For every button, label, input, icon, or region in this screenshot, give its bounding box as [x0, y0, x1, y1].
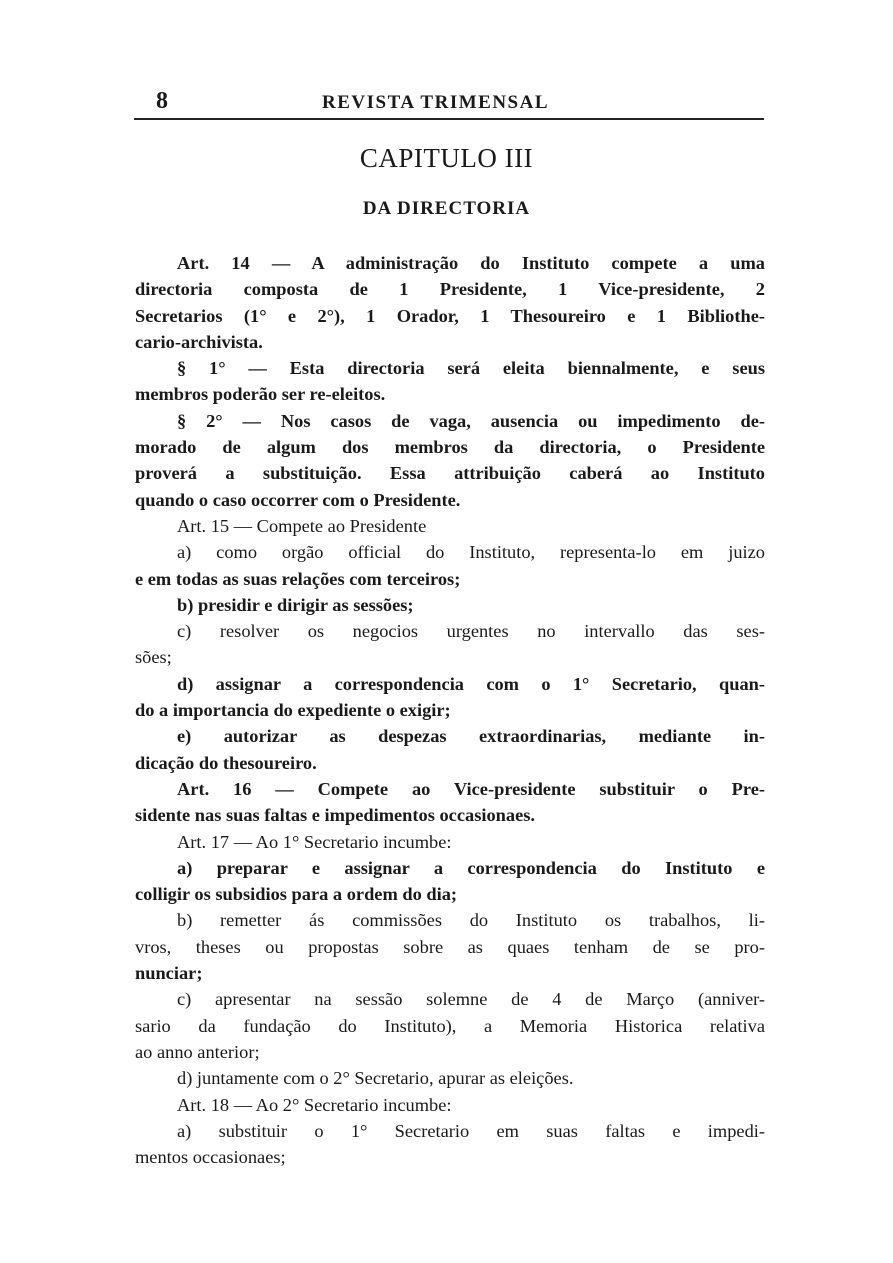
text-line: sario da fundação do Instituto), a Memoria Historica relativa [135, 1015, 765, 1036]
text-line: do a importancia do expediente o exigir; [135, 700, 451, 721]
text-line: Art. 17 — Ao 1° Secretario incumbe: [177, 831, 452, 852]
text-line: § 1° — Esta directoria será eleita biennalmente, e seus [177, 358, 765, 379]
text-line: a) como orgão official do Instituto, representa-lo em juizo [177, 542, 765, 563]
text-line: vros, theses ou propostas sobre as quaes tenham de se pro- [135, 936, 765, 957]
text-line: c) apresentar na sessão solemne de 4 de Março (anniver- [177, 989, 765, 1010]
page-number: 8 [156, 88, 168, 114]
text-line: a) substituir o 1° Secretario em suas faltas e impedi- [177, 1120, 765, 1141]
text-line: Art. 16 — Compete ao Vice-presidente substituir o Pre- [177, 778, 765, 799]
text-line: c) resolver os negocios urgentes no intervallo das ses- [177, 621, 765, 642]
text-line: d) juntamente com o 2° Secretario, apurar as eleições. [177, 1068, 574, 1089]
text-line: mentos occasionaes; [135, 1147, 286, 1168]
text-line: b) remetter ás commissões do Instituto os trabalhos, li- [177, 910, 765, 931]
text-line: § 2° — Nos casos de vaga, ausencia ou impedimento de- [177, 410, 765, 431]
text-line: ao anno anterior; [135, 1041, 260, 1062]
text-line: proverá a substituição. Essa attribuição caberá ao Instituto [135, 463, 765, 484]
text-line: morado de algum dos membros da directoria, o Presidente [135, 437, 765, 458]
text-line: nunciar; [135, 963, 203, 984]
text-line: directoria composta de 1 Presidente, 1 Vice-presidente, 2 [135, 279, 765, 300]
text-line: e em todas as suas relações com terceiros; [135, 568, 461, 589]
text-line: Art. 14 — A administração do Instituto compete a uma [177, 253, 765, 273]
text-line: Art. 15 — Compete ao Presidente [177, 515, 427, 536]
chapter-title: CAPITULO III [359, 143, 534, 173]
text-line: cario-archivista. [135, 331, 263, 352]
text-line: a) preparar e assignar a correspondencia do Instituto e [177, 857, 765, 878]
text-line: b) presidir e dirigir as sessões; [177, 594, 414, 615]
text-line: sidente nas suas faltas e impedimentos occasionaes. [135, 805, 536, 826]
text-line: dicação do thesoureiro. [135, 752, 317, 773]
text-line: quando o caso occorrer com o Presidente. [135, 489, 461, 510]
section-title: DA DIRECTORIA [362, 198, 531, 219]
text-line: sões; [135, 647, 172, 668]
text-line: membros poderão ser re-eleitos. [135, 384, 386, 405]
text-line: e) autorizar as despezas extraordinarias, mediante in- [177, 726, 765, 747]
running-header [134, 88, 764, 120]
text-line: colligir os subsidios para a ordem do dia; [135, 884, 458, 905]
body-text [135, 250, 765, 1170]
journal-title: REVISTA TRIMENSAL [322, 92, 549, 113]
text-line: Secretarios (1° e 2°), 1 Orador, 1 Thesoureiro e 1 Bibliothe- [135, 305, 765, 326]
text-line: Art. 18 — Ao 2° Secretario incumbe: [177, 1094, 452, 1115]
text-line: d) assignar a correspondencia com o 1° Secretario, quan- [177, 673, 765, 694]
